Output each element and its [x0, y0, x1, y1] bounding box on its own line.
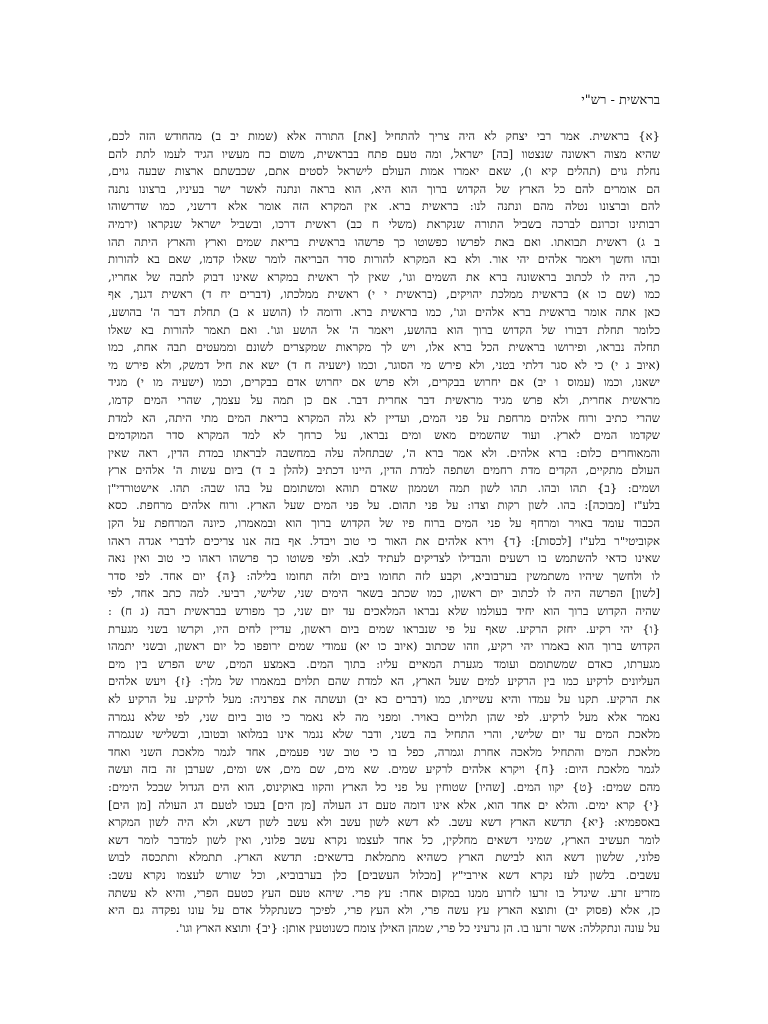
body-text-line: פלוני, שלשון דשא הוא לבישת הארץ כשהיא מתמלאת בדשאים: תדשא הארץ. תתמלא ותתכסה לבוש	[108, 850, 660, 865]
body-text-line: שהרי כתיב ורוח אלהים מרחפת על פני המים, ועדיין לא גלה המקרא בריאת המים מתי היתה, הא למדת	[108, 410, 660, 425]
body-text-line: על עונה ונתקללה: אשר זרעו בו. הן גרעיני כל פרי, שמהן האילן צומח כשנוטעין אותן: {יב} ותוצא הארץ וגו'.	[175, 920, 660, 935]
body-text-line: עשבים. בלשון לעז נקרא דשא אירבי"ץ [מכלול העשבים] כלן בערבוביא, וכל שורש לעצמו נקרא עשב:	[108, 867, 660, 882]
body-text-line: רבותינו זכרונם לברכה בשביל התורה שנקראת (משלי ח כב) ראשית דרכו, ובשביל ישראל שנקראו (ירמיה	[108, 216, 660, 231]
body-text-line: כך, היה לו לכתוב בראשונה ברא את השמים וגו', שאין לך ראשית במקרא שאינו דבוק לתבה של אחריו,	[108, 269, 660, 284]
body-text-line: שהיא מצוה ראשונה שנצטוו [בה] ישראל, ומה טעם פתח בבראשית, משום כח מעשיו הגיד לעמו לתת להם	[108, 146, 660, 161]
body-text-line: ושמים: {ב} תהו ובהו. תהו לשון תמה ושממון שאדם תוהא ומשתומם על בהו שבה: תהו. אישטורדי"ן	[108, 480, 660, 495]
body-text-line: {ו} יהי רקיע. יחזק הרקיע. שאף על פי שנבראו שמים ביום ראשון, עדיין לחים היו, וקרשו בשני מגערת	[108, 621, 660, 636]
body-text-line: (איוב ג י) כי לא סגר דלתי בטני, ולא פירש מי הסוגר, וכמו (ישעיה ח ד) ישא את חיל דמשק, ולא פירש מי	[108, 357, 660, 372]
body-text-line: את הרקיע. תקנו על עמדו והיא עשייתו, כמו (דברים כא יב) ועשתה את צפרניה: מעל לרקיע. על הרקיע לא	[108, 692, 660, 706]
body-text-line: מראשית אחרית, ולא פרש מגיד מראשית דבר אחרית דבר. אם כן תמה על עצמך, שהרי המים קדמו,	[108, 392, 660, 407]
body-text-line: נחלת גוים (תהלים קיא ו), שאם יאמרו אמות העולם לישראל לסטים אתם, שכבשתם ארצות שבעה גוים,	[108, 164, 660, 179]
document-title: בראשית - רש"י	[581, 93, 660, 108]
body-text-line: אקוביטי"ר בלע"ז [לכסות]: {ד} וירא אלהים את האור כי טוב ויבדל. אף בזה אנו צריכים לדברי אגדה ראהו	[108, 533, 660, 548]
body-text-line: ב ג) ראשית תבואתו. ואם באת לפרשו כפשוטו כך פרשהו בראשית בריאת שמים וארץ והארץ היתה תהו	[108, 234, 660, 249]
body-text-line: תחלה נבראו, ופירושו בראשית הכל ברא אלו, ויש לך מקראות שמקצרים לשונם וממעטים תבה אחת, כמו	[108, 340, 660, 355]
body-text-line: מגערתו, כאדם שמשתומם ועומד מגערת המאיים עליו: בתוך המים. באמצע המים, שיש הפרש בין מים	[108, 656, 660, 671]
body-text-line: מלאכת המים והתחיל מלאכה אחרת וגמרה, כפל בו כי טוב שני פעמים, אחד לגמר מלאכת השני ואחד	[108, 744, 660, 759]
body-text-line: כן, אלא (פסוק יב) ותוצא הארץ עץ עשה פרי, ולא העץ פרי, לפיכך כשנתקלל אדם על עונו נפקדה גם היא	[108, 903, 660, 918]
body-text-line: הם אומרים להם כל הארץ של הקדוש ברוך הוא היא, הוא בראה ונתנה לאשר ישר בעיניו, ברצונו נתנה	[108, 181, 660, 196]
body-text-line: שאינו כדאי להשתמש בו רשעים והבדילו לצדיקים לעתיד לבא. ולפי פשוטו כך פרשהו ראהו כי טוב ואין נאה	[108, 551, 660, 566]
body-text-line: שהיה הקדוש ברוך הוא יחיד בעולמו שלא נבראו המלאכים עד יום שני, כך מפורש בבראשית רבה (ג ח) :	[108, 604, 660, 619]
body-text-line: לומר תעשיב הארץ, שמיני דשאים מחלקין, כל אחד לעצמו נקרא עשב פלוני, ואין לשון למדבר לומר דשא	[108, 832, 660, 847]
body-text-line: {י} קרא ימים. והלא ים אחד הוא, אלא אינו דומה טעם דג העולה [מן הים] בעכו לטעם דג העולה [מן הים]	[108, 797, 660, 812]
body-text-line: להם וברצונו נטלה מהם ונתנה לנו: בראשית ברא. אין המקרא הזה אומר אלא דרשני, כמו שדרשוהו	[108, 199, 660, 214]
body-text-line: והמאוחרים כלום: ברא אלהים. ולא אמר ברא ה', שבתחלה עלה במחשבה לבראתו במדת הדין, ראה שאין	[108, 445, 660, 460]
body-text-line: לגמר מלאכת היום: {ח} ויקרא אלהים לרקיע שמים. שא מים, שם מים, אש ומים, שערבן זה בזה ועשה	[108, 762, 660, 777]
body-text-line: נאמר אלא מעל לרקיע. לפי שהן תלויים באויר. ומפני מה לא נאמר כי טוב ביום שני, לפי שלא נגמרה	[108, 709, 660, 724]
body-text-line: מלאכת המים עד יום שלישי, והרי התחיל בה בשני, ודבר שלא נגמר אינו במלואו ובטובו, ובשלישי שנגמרה	[108, 727, 660, 742]
commentary-body	[108, 128, 660, 937]
body-text-line: הכבוד עומד באויר ומרחף על פני המים ברוח פיו של הקדוש ברוך הוא ובמאמרו, כיונה המרחפת על הקן	[108, 516, 660, 531]
body-text-line: הקדוש ברוך הוא באמרו יהי רקיע, וזהו שכתוב (איוב כו יא) עמודי שמים ירופפו כל יום ראשון, ובשני יתמהו	[108, 639, 660, 654]
body-text-line: לו ולחשך שיהיו משתמשין בערבוביא, וקבע לזה תחומו ביום ולזה תחומו בלילה: {ה} יום אחד. לפי סדר	[108, 568, 660, 583]
body-text-line: ישאנו, וכמו (עמוס ו יב) אם יחרוש בבקרים, ולא פרש אם יחרוש אדם בבקרים, וכמו (ישעיה מו י) מגיד	[108, 375, 660, 390]
body-text-line: ובהו וחשך ויאמר אלהים יהי אור. ולא בא המקרא להורות סדר הבריאה לומר שאלו קדמו, שאם בא להורות	[108, 252, 660, 267]
body-text-line: שקדמו המים לארץ. ועוד שהשמים מאש ומים נבראו, על כרחך לא למד המקרא סדר המוקדמים	[108, 428, 660, 443]
body-text-line: מזריע זרע. שיגדל בו זרעו לזרוע ממנו במקום אחר: עץ פרי. שיהא טעם העץ כטעם הפרי, והיא לא עשתה	[108, 885, 660, 900]
body-text-line: {א} בראשית. אמר רבי יצחק לא היה צריך להתחיל [את] התורה אלא (שמות יב ב) מהחודש הזה לכם,	[108, 129, 660, 143]
body-text-line: כאן אתה אומר בראשית ברא אלהים וגו', כמו בראשית ברא. ודומה לו (הושע א ב) תחלת דבר ה' בהושע,	[108, 304, 660, 319]
body-text-line: העליונים לרקיע כמו בין הרקיע למים שעל הארץ, הא למדת שהם תלוים במאמרו של מלך: {ז} ויעש אלהים	[108, 674, 660, 689]
body-text-line: כלומר תחלת דבורו של הקדוש ברוך הוא בהושע, ויאמר ה' אל הושע וגו'. ואם תאמר להורות בא שאלו	[108, 322, 660, 337]
body-text-line: מהם שמים: {ט} יקוו המים. [שהיו] שטוחין על פני כל הארץ והקוו באוקינוס, הוא הים הגדול שבכל הימים:	[108, 779, 660, 794]
body-text-line: [לשון] הפרשה היה לו לכתוב יום ראשון, כמו שכתב בשאר הימים שני, שלישי, רביעי. למה כתב אחד, לפי	[108, 586, 660, 601]
body-text-line: באספמיא: {יא} תדשא הארץ דשא עשב. לא דשא לשון עשב ולא עשב לשון דשא, ולא היה לשון המקרא	[108, 815, 660, 830]
body-text-line: בלע"ז [מבוכה]: בהו. לשון רקות וצדו: על פני תהום. על פני המים שעל הארץ. ורוח אלהים מרחפת. כסא	[108, 498, 660, 513]
body-text-line: כמו (שם כו א) בראשית ממלכת יהויקים, (בראשית י י) ראשית ממלכתו, (דברים יח ד) ראשית דגנך, אף	[108, 287, 660, 302]
body-text-line: העולם מתקיים, הקדים מדת רחמים ושתפה למדת הדין, היינו דכתיב (להלן ב ד) ביום עשות ה' אלהים ארץ	[108, 463, 660, 478]
